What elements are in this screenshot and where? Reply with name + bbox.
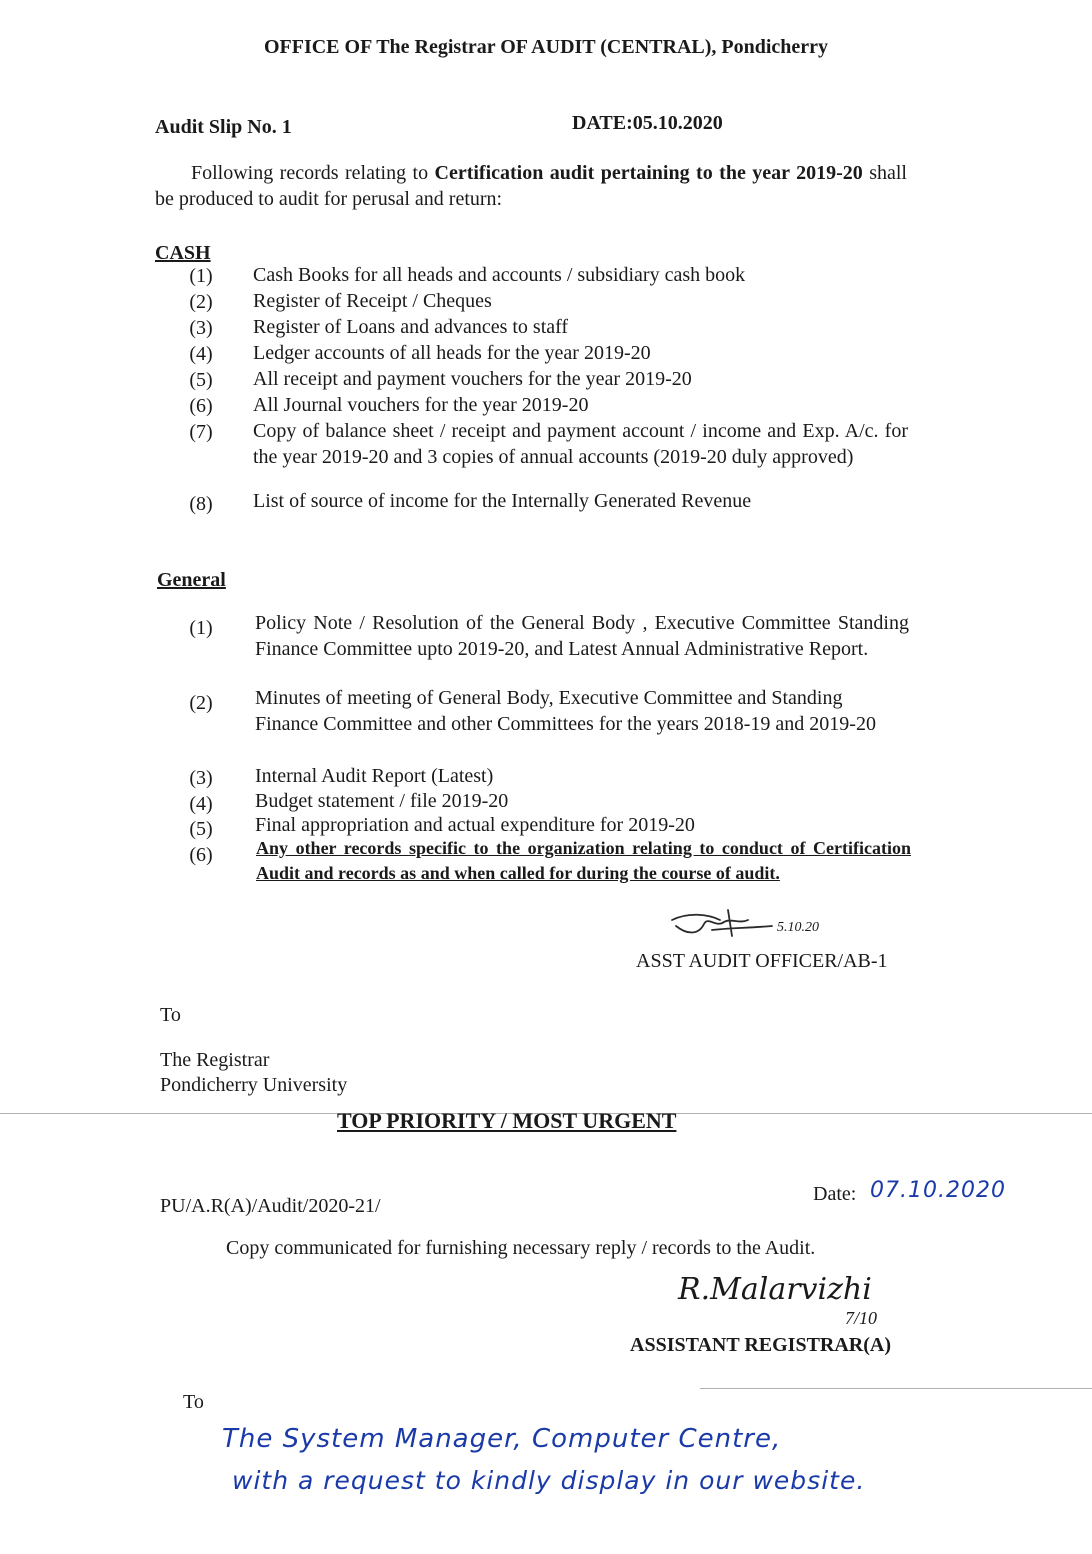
priority-heading: TOP PRIORITY / MOST URGENT <box>337 1108 677 1133</box>
item-number: (1) <box>189 265 213 287</box>
item-text: Cash Books for all heads and accounts / subsidiary cash book <box>253 264 746 286</box>
item-number: (2) <box>189 692 213 714</box>
copy-communicated-text: Copy communicated for furnishing necessary reply / records to the Audit. <box>226 1237 816 1259</box>
item-text: All Journal vouchers for the year 2019-20 <box>253 394 589 416</box>
item-text: List of source of income for the Internally Generated Revenue <box>253 490 752 512</box>
item-text: Policy Note / Resolution of the General Body , Executive Committee Standing Finance Committee upto 2019-20, and Latest Annual Administrative Report. <box>255 612 909 660</box>
item-number: (2) <box>189 291 213 313</box>
addressee-line-2: Pondicherry University <box>160 1074 348 1096</box>
signature-date: 7/10 <box>845 1308 878 1328</box>
to-label: To <box>160 1004 181 1026</box>
item-number: (6) <box>189 844 213 866</box>
item-number: (5) <box>189 818 213 840</box>
slip-date: DATE:05.10.2020 <box>572 112 723 134</box>
to-label: To <box>183 1391 204 1413</box>
item-text: Minutes of meeting of General Body, Executive Committee and Standing Finance Committee and other Committees for the years 2018-19 and 2019-20 <box>255 687 876 735</box>
item-text: Register of Receipt / Cheques <box>253 290 492 312</box>
general-heading: General <box>157 569 226 591</box>
handwritten-recipient-line-2: with a request to kindly display in our website. <box>232 1466 866 1495</box>
item-number: (6) <box>189 395 213 417</box>
item-number: (4) <box>189 793 213 815</box>
audit-slip-number: Audit Slip No. 1 <box>155 116 292 138</box>
item-text: Budget statement / file 2019-20 <box>255 790 509 812</box>
intro-paragraph: Following records relating to Certification audit pertaining to the year 2019-20 shall be produced to audit for perusal and return: <box>155 162 907 210</box>
item-text: Any other records specific to the organization relating to conduct of Certification Audit and records as and when called for during the course of audit. <box>256 838 911 883</box>
item-number: (5) <box>189 369 213 391</box>
date-label: Date: <box>813 1183 857 1205</box>
item-number: (4) <box>189 343 213 365</box>
item-number: (3) <box>189 317 213 339</box>
item-number: (7) <box>189 421 213 443</box>
office-heading: OFFICE OF The Registrar OF AUDIT (CENTRAL), Pondicherry <box>263 36 829 58</box>
cash-heading: CASH <box>155 242 211 264</box>
item-text: All receipt and payment vouchers for the year 2019-20 <box>253 368 692 390</box>
item-text: Ledger accounts of all heads for the year 2019-20 <box>253 342 651 364</box>
handwritten-recipient-line-1: The System Manager, Computer Centre, <box>222 1424 782 1454</box>
item-text: Final appropriation and actual expenditure for 2019-20 <box>255 814 695 836</box>
item-number: (8) <box>189 493 213 515</box>
item-number: (3) <box>189 767 213 789</box>
signature-audit-officer <box>668 906 778 946</box>
addressee-line-1: The Registrar <box>160 1049 270 1071</box>
item-text: Internal Audit Report (Latest) <box>255 765 494 787</box>
asst-audit-officer-title: ASST AUDIT OFFICER/AB-1 <box>636 950 888 972</box>
item-text: Copy of balance sheet / receipt and payment account / income and Exp. A/c. for the year 2019-20 and 3 copies of annual accounts (2019-20 duly approved) <box>253 420 908 468</box>
signature-assistant-registrar: R.Malarvizhi <box>678 1272 872 1307</box>
signature-date: 5.10.20 <box>777 920 819 935</box>
divider <box>700 1388 1092 1389</box>
reference-number: PU/A.R(A)/Audit/2020-21/ <box>160 1195 381 1217</box>
handwritten-date: 07.10.2020 <box>870 1178 1006 1203</box>
assistant-registrar-title: ASSISTANT REGISTRAR(A) <box>630 1334 891 1356</box>
item-number: (1) <box>189 617 213 639</box>
item-text: Register of Loans and advances to staff <box>253 316 569 338</box>
